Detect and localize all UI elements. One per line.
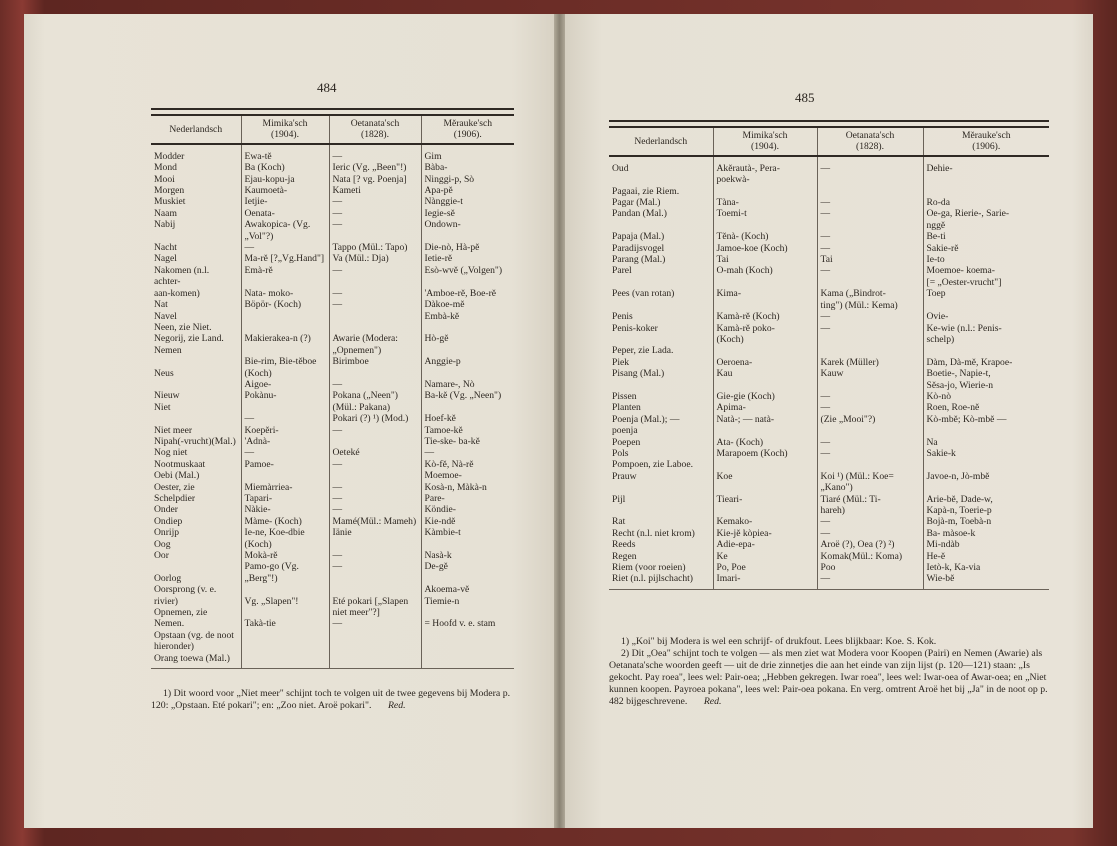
right-footnote-2-block	[609, 648, 1049, 708]
right-col-merauke: Dehie- Ro-da Oe-ga, Rierie-, Sarie- nggĕ Be-ti Sakie-rĕ Ie-to Moemoe- koema- [= „Oester-vrucht"] Toep Ovie- Ke-wie (n.l.: Penis- schelp) Dàm, Dà-mĕ, Krapoe- Boetie-, Napie-t, Sĕsa-jo, Wierie-n Kò-nò Roen, Roe-nĕ Kò-mbĕ; Kò-mbĕ — Na Sakie-k Javoe-n, Jò-mbĕ Arie-bĕ, Dade-w, Kapà-n, Toerie-p Bojà-m, Toebà-n Ba- màsoe-k Mi-ndàb He-ĕ Ietò-k, Ka-via Wie-bĕ	[923, 156, 1049, 590]
left-page	[24, 14, 554, 828]
left-vocab-table	[151, 114, 514, 669]
right-col-dutch: Oud Pagaai, zie Riem. Pagar (Mal.) Pandan (Mal.) Papaja (Mal.) Paradijsvogel Parang (Mal.) Parel Pees (van rotan) Penis Penis-koker Peper, zie Lada. Piek Pisang (Mal.) Pissen Planten Poenja (Mal.); — poenja Poepen Pols Pompoen, zie Laboe. Prauw Pijl Rat Recht (n.l. niet krom) Reeds Regen Riem (voor roeien) Riet (n.l. pijlschacht)	[609, 156, 713, 590]
left-col-dutch: Modder Mond Mooi Morgen Muskiet Naam Nabij Nacht Nagel Nakomen (n.l. achter- aan-komen) Nat Navel Neen, zie Niet. Negorij, zie Land. Nemen Neus Nieuw Niet Niet meer Nipah(-vrucht)(Mal.) Nog niet Nootmuskaat Oebi (Mal.) Oester, zie Schelpdier Onder Ondiep Onrijp Oog Oor Oorlog Oorsprong (v. e. rivier) Opnemen, zie Nemen. Opstaan (vg. de noot hieronder) Orang toewa (Mal.)	[151, 144, 241, 669]
right-page-number: 485	[795, 90, 815, 105]
right-footnotes	[609, 636, 1049, 708]
left-top-rule	[151, 108, 514, 110]
right-table-header-row	[609, 127, 1049, 156]
right-footnote-sign: Red.	[703, 696, 722, 707]
left-footnote	[151, 688, 514, 712]
left-table-body-row	[151, 144, 514, 669]
right-top-rule	[609, 120, 1049, 122]
left-header-mimika: Mimika'sch (1904).	[241, 115, 329, 144]
left-col-oetanata: — Ieric (Vg. „Been"!) Nata [? vg. Poenja] Kameti — — — Tappo (Mül.: Tapo) Va (Mül.: Dja) — — — Awarie (Modera: „Opnemen") Birimboe — Pokana („Neen") (Mül.: Pakana) Pokari (?) ¹) (Mod.) — Oeteké — — — — Mamé(Mül.: Mameh) Iänie — — Eté pokari [„Slapen niet meer"?] —	[329, 144, 421, 669]
right-header-merauke: Mĕrauke'sch (1906).	[923, 127, 1049, 156]
left-page-number: 484	[317, 80, 337, 95]
right-col-mimika: Akĕrautà-, Pera- poekwà- Tàna- Toemi-t Tĕnà- (Koch) Jamoe-koe (Koch) Tai O-mah (Koch) Kima- Kamà-rĕ (Koch) Kamà-rĕ poko- (Koch) Oeroena- Kau Gie-gie (Koch) Apima- Natà-; — natà- Ata- (Koch) Marapoem (Koch) Koe Tieari- Kemako- Kie-jĕ kòpiea- Adie-epa- Ke Po, Poe Imari-	[713, 156, 817, 590]
left-footnote-text: 1) Dit woord voor „Niet meer" schijnt toch te volgen uit de twee gegevens bij Modera p. 120: „Opstaan. Eté pokari"; en: „Zoo niet. Aroë pokari".	[151, 688, 511, 711]
right-header-dutch: Nederlandsch	[609, 127, 713, 156]
left-footnote-sign: Red.	[387, 700, 406, 711]
right-header-mimika: Mimika'sch (1904).	[713, 127, 817, 156]
right-header-oetanata: Oetanata'sch (1828).	[817, 127, 923, 156]
right-footnote-2: 2) Dit „Oea" schijnt toch te volgen — als men ziet wat Modera voor Koopen (Pairi) en Nemen (Awarie) als Oetanata'sche woorden geeft — uit de drie zinnetjes die aan het einde van zijn lijst (p. 120—121) staan: „Is gekocht. Pay roea", lees wel: Pair-oea; „Hebben gekregen. Iwar roea", lees wel: Iwar-oea of Awar-oea; en „Niet kunnen koopen. Payroea pokana", lees wel: Pair-oea pokana. En verg. omtrent Aroë het bij „Ja" in de noot op p. 482 bijgeschrevene.	[609, 648, 1048, 707]
left-col-merauke: Gim Bàba- Ninggi-p, Sò Apa-pĕ Nànggie-t Iegie-sĕ Ondown- Die-nò, Hà-pĕ Ietie-rĕ Esò-wvĕ („Volgen") 'Amboe-rĕ, Boe-rĕ Dàkoe-mĕ Embà-kĕ Hò-gĕ Anggie-p Namare-, Nò Ba-kĕ (Vg. „Neen") Hoef-kĕ Tamoe-kĕ Tie-ske- ba-kĕ — Kò-fĕ, Nà-rĕ Moemoe- Kosà-n, Màkà-n Pare- Köndie- Kie-ndĕ Kàmbie-t Nasà-k De-gĕ Akoema-vĕ Tiemie-n = Hoofd v. e. stam	[421, 144, 514, 669]
left-header-oetanata: Oetanata'sch (1828).	[329, 115, 421, 144]
right-vocab-table	[609, 126, 1049, 590]
left-table-header-row	[151, 115, 514, 144]
left-header-dutch: Nederlandsch	[151, 115, 241, 144]
right-table-body-row	[609, 156, 1049, 590]
left-col-mimika: Ewa-tĕ Ba (Koch) Ejau-kopu-ja Kaumoetà- Ietjie- Oenata- Awakopica- (Vg. „Vol"?) — Ma-rĕ [?„Vg.Hand"] Emà-rĕ Nata- moko- Böpör- (Koch) Makierakea-n (?) Bie-rim, Bie-tĕboe (Koch) Aigoe- Pokànu- — Koepĕri- 'Adnà- — Pamoe- Miemàrriea- Tapari- Nàkie- Màme- (Koch) Ie-ne, Koe-dbie (Koch) Mokà-rĕ Pamo-go (Vg. „Berg"!) Vg. „Slapen"! Takà-tie	[241, 144, 329, 669]
left-header-merauke: Mĕrauke'sch (1906).	[421, 115, 514, 144]
right-col-oetanata: — — — — — Tai — Kama („Bindrot- ting") (Mül.: Kema) — — Karek (Müller) Kauw — — (Zie „Mooi"?) — — Koi ¹) (Mül.: Koe= „Kano") Tiaré (Mül.: Ti- hareh) — — Aroë (?), Oea (?) ²) Komak(Mül.: Koma) Poo —	[817, 156, 923, 590]
right-page	[565, 14, 1093, 828]
right-footnote-1: 1) „Koi" bij Modera is wel een schrijf- of drukfout. Lees blijkbaar: Koe. S. Kok.	[621, 636, 937, 647]
